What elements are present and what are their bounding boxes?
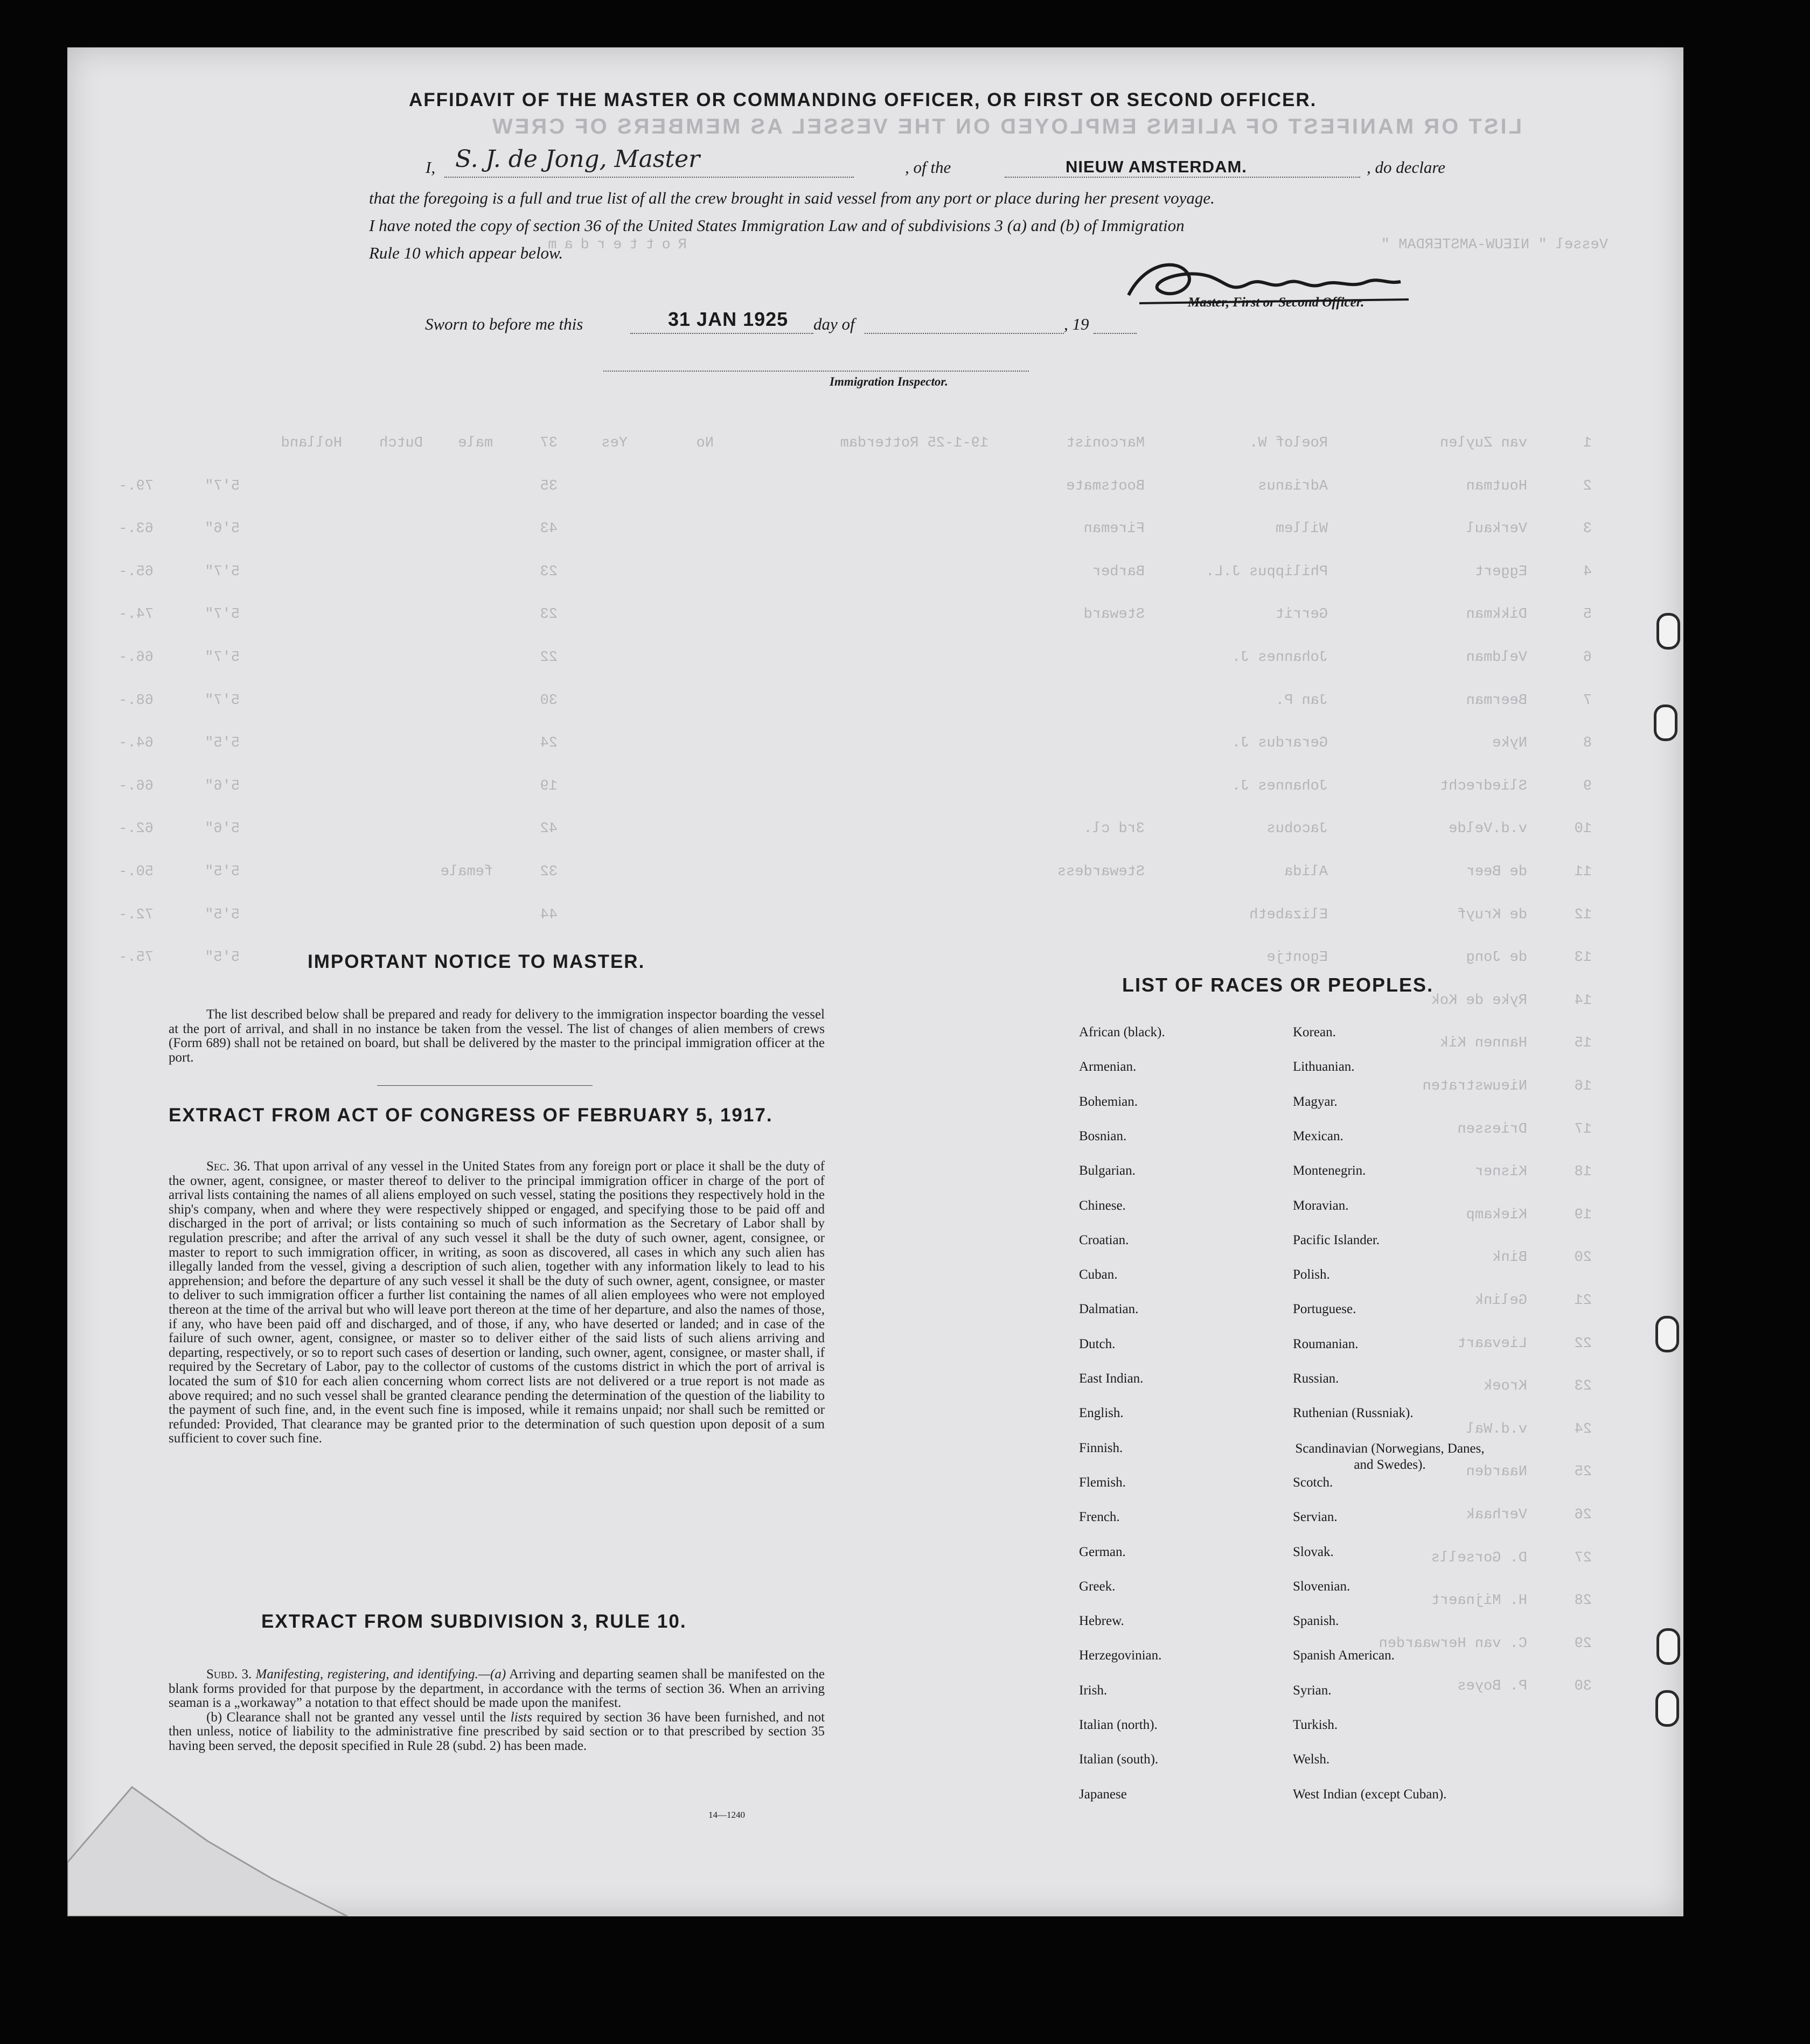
race-item: Scandinavian (Norwegians, Danes, and Swedes). xyxy=(1295,1441,1485,1472)
race-item: Syrian. xyxy=(1293,1683,1332,1698)
bleed-cell-no: 22 xyxy=(1574,1335,1592,1352)
affidavit-of-the: , of the xyxy=(905,158,951,177)
act-title: EXTRACT FROM ACT OF CONGRESS OF FEBRUARY 5, 1917. xyxy=(169,1105,773,1126)
bleed-crew-row xyxy=(67,907,1683,929)
bleed-cell-no: 24 xyxy=(1574,1421,1592,1438)
affidavit-title: AFFIDAVIT OF THE MASTER OR COMMANDING OFFICER, OR FIRST OR SECOND OFFICER. xyxy=(409,89,1317,110)
race-item: Korean. xyxy=(1293,1025,1336,1040)
bleed-cell-family: Veldman xyxy=(1466,650,1527,666)
bleed-cell-position: Barber xyxy=(1092,563,1145,580)
bleed-cell-family: Houtman xyxy=(1466,478,1527,494)
notice-text xyxy=(169,1008,825,1065)
bleed-cell-age: 43 xyxy=(540,521,558,538)
bleed-cell-no: 13 xyxy=(1574,950,1592,966)
bleed-cell-no: 21 xyxy=(1574,1293,1592,1309)
bleed-vessel-line: Vessel " NIEUW-AMSTERDAM " xyxy=(1381,237,1608,253)
bleed-cell-family: Nyke xyxy=(1492,735,1527,752)
race-item: Russian. xyxy=(1293,1371,1339,1386)
bleed-cell-family: Beerman xyxy=(1466,692,1527,709)
race-item: Ruthenian (Russniak). xyxy=(1293,1406,1414,1421)
bleed-cell-height: 5'5" xyxy=(205,906,240,923)
bleed-cell-age: 24 xyxy=(540,735,558,752)
bleed-cell-age: 30 xyxy=(540,692,558,709)
bleed-cell-given: Egontje xyxy=(1266,950,1328,966)
bleed-cell-height: 5'7" xyxy=(205,563,240,580)
declarant-underline xyxy=(444,177,854,178)
bleed-crew-row xyxy=(67,1507,1683,1529)
race-item: Spanish. xyxy=(1293,1614,1339,1629)
sworn-day-underline xyxy=(630,333,813,334)
races-title: LIST OF RACES OR PEOPLES. xyxy=(1122,974,1434,996)
bleed-cell-age: 37 xyxy=(540,435,558,451)
bleed-cell-family: Ryke de Kok xyxy=(1431,992,1527,1009)
bleed-cell-no: 2 xyxy=(1583,478,1592,494)
race-item: East Indian. xyxy=(1079,1371,1144,1386)
bleed-cell-family: Driessen xyxy=(1457,1121,1527,1138)
bleed-cell-family: P. Boyes xyxy=(1457,1678,1527,1695)
bleed-cell-weight: 72.- xyxy=(119,906,154,923)
bleed-cell-weight: 64.- xyxy=(119,735,154,752)
race-item: Magyar. xyxy=(1293,1094,1338,1109)
sworn-day-of: day of xyxy=(813,315,855,333)
bleed-cell-weight: 62.- xyxy=(119,821,154,838)
race-item: Mexican. xyxy=(1293,1128,1343,1143)
bleed-cell-age: 23 xyxy=(540,606,558,623)
bleed-cell-given: Gerrit xyxy=(1275,606,1328,623)
bleed-cell-height: 5'6" xyxy=(205,778,240,794)
affidavit-line2: that the foregoing is a full and true list of all the crew brought in said vessel from any port or place during her present voyage. xyxy=(369,189,1215,207)
bleed-cell-given: Gerardus J. xyxy=(1231,735,1328,752)
bleed-cell-no: 9 xyxy=(1583,778,1592,794)
race-item: Bohemian. xyxy=(1079,1094,1138,1109)
bleed-cell-weight: 75.- xyxy=(119,950,154,966)
inspector-label: Immigration Inspector. xyxy=(830,375,948,388)
rule-text-b-rest: required by section 36 have been furnished, and not then unless, notice of liability to the administrative fine prescribed by said section or to that prescribed by section 35 having been served, the deposit specified in Rule 28 (subd. 2) has been made. xyxy=(169,1710,825,1753)
race-item: Montenegrin. xyxy=(1293,1163,1366,1178)
bleed-crew-row xyxy=(67,435,1683,457)
bleed-cell-given: Johannes J. xyxy=(1231,650,1328,666)
bleed-cell-weight: 63.- xyxy=(119,521,154,538)
inspector-underline xyxy=(603,371,1029,372)
race-item: Italian (north). xyxy=(1079,1718,1158,1732)
bleed-crew-row xyxy=(67,521,1683,542)
bleed-cell-given: Philippus J.L. xyxy=(1206,563,1328,580)
race-item: Croatian. xyxy=(1079,1232,1129,1247)
bleed-cell-family: Lievaart xyxy=(1457,1335,1527,1352)
bleed-cell-height: 5'7" xyxy=(205,692,240,709)
sworn-date-stamp: 31 JAN 1925 xyxy=(668,308,789,330)
race-item: Turkish. xyxy=(1293,1718,1338,1732)
bleed-cell-family: H. Mijnaert xyxy=(1431,1593,1527,1609)
race-item: Japanese xyxy=(1079,1787,1127,1802)
sworn-year-underline xyxy=(1094,333,1137,334)
bleed-cell-weight: 65.- xyxy=(119,563,154,580)
bleed-cell-given: Jan P. xyxy=(1275,692,1328,709)
bleed-cell-height: 5'6" xyxy=(205,521,240,538)
bleed-cell-weight: 66.- xyxy=(119,650,154,666)
punch-hole xyxy=(1656,1628,1680,1665)
bleed-cell-engaged: 19-1-25 Rotterdam xyxy=(840,435,988,451)
bleed-cell-no: 7 xyxy=(1583,692,1592,709)
bleed-header-title: LIST OR MANIFEST OF ALIENS EMPLOYED ON THE VESSEL AS MEMBERS OF CREW xyxy=(490,115,1522,138)
race-item: Welsh. xyxy=(1293,1752,1330,1767)
punch-hole xyxy=(1655,1690,1679,1727)
act-sec-label: Sec. 36. xyxy=(206,1159,250,1174)
bleed-cell-family: Kroek xyxy=(1483,1378,1527,1395)
race-item: Hebrew. xyxy=(1079,1614,1124,1629)
bleed-cell-position: Fireman xyxy=(1083,521,1145,538)
bleed-cell-family: Dikkman xyxy=(1466,606,1527,623)
bleed-cell-no: 8 xyxy=(1583,735,1592,752)
bleed-cell-weight: 68.- xyxy=(119,692,154,709)
race-item: Dalmatian. xyxy=(1079,1302,1139,1317)
bleed-cell-no: 14 xyxy=(1574,992,1592,1009)
bleed-port: Rotterdam xyxy=(540,237,687,253)
bleed-cell-no: 12 xyxy=(1574,906,1592,923)
manifest-page xyxy=(67,47,1683,1916)
sworn-prefix: Sworn to before me this xyxy=(425,315,583,333)
race-item: Roumanian. xyxy=(1293,1336,1359,1351)
punch-hole xyxy=(1655,1316,1679,1352)
sworn-year: , 19 xyxy=(1064,315,1089,333)
bleed-cell-age: 32 xyxy=(540,864,558,880)
bleed-cell-family: Kiekamp xyxy=(1466,1206,1527,1223)
bleed-cell-no: 11 xyxy=(1574,864,1592,880)
bleed-cell-height: 5'5" xyxy=(205,864,240,880)
bleed-cell-weight: 66.- xyxy=(119,778,154,794)
bleed-cell-height: 5'7" xyxy=(205,606,240,623)
bleed-cell-position: Marconist xyxy=(1066,435,1145,451)
bleed-cell-family: Naarden xyxy=(1466,1464,1527,1481)
race-item: Dutch. xyxy=(1079,1336,1116,1351)
bleed-through-layer xyxy=(67,47,1683,1916)
bleed-cell-given: Johannes J. xyxy=(1231,778,1328,794)
bleed-cell-no: 17 xyxy=(1574,1121,1592,1138)
race-item: Italian (south). xyxy=(1079,1752,1159,1767)
bleed-cell-family: v.d.Velde xyxy=(1449,821,1527,838)
bleed-cell-family: Sliedrecht xyxy=(1439,778,1527,794)
race-item: West Indian (except Cuban). xyxy=(1293,1787,1447,1802)
bleed-cell-weight: 79.- xyxy=(119,478,154,494)
bleed-crew-row xyxy=(67,1636,1683,1657)
punch-hole xyxy=(1656,613,1680,650)
bleed-cell-no: 30 xyxy=(1574,1678,1592,1695)
race-item: Spanish American. xyxy=(1293,1648,1395,1663)
race-item: African (black). xyxy=(1079,1025,1165,1040)
bleed-cell-no: 16 xyxy=(1574,1078,1592,1094)
form-number: 14—1240 xyxy=(708,1810,745,1820)
bleed-crew-row xyxy=(67,650,1683,671)
bleed-cell-no: 26 xyxy=(1574,1507,1592,1523)
bleed-cell-age: 35 xyxy=(540,478,558,494)
race-item: Greek. xyxy=(1079,1579,1116,1594)
bleed-crew-row xyxy=(67,606,1683,628)
race-item: Flemish. xyxy=(1079,1475,1126,1490)
signature-label: Master, First or Second Officer. xyxy=(1188,295,1365,310)
rule-text-a: Arriving and departing seamen shall be manifested on the blank forms provided for that purpose by the department, in accordance with the terms of section 36. When an arriving seaman is a „workaway” a notation to that effect should be made upon the manifest. xyxy=(169,1667,825,1711)
bleed-crew-row xyxy=(67,1550,1683,1572)
bleed-cell-no: 18 xyxy=(1574,1164,1592,1181)
race-item: Herzegovinian. xyxy=(1079,1648,1162,1663)
bleed-cell-discharge: No xyxy=(696,435,714,451)
race-item: Portuguese. xyxy=(1293,1302,1356,1317)
torn-corner xyxy=(67,1744,444,1916)
bleed-cell-age: 42 xyxy=(540,821,558,838)
affidavit-do-declare: , do declare xyxy=(1367,158,1446,177)
race-item: Irish. xyxy=(1079,1683,1108,1698)
bleed-cell-family: van Zuylen xyxy=(1439,435,1527,451)
sworn-month-underline xyxy=(865,333,1064,334)
bleed-cell-weight: 50.- xyxy=(119,864,154,880)
bleed-cell-height: 5'5" xyxy=(205,950,240,966)
bleed-cell-position: 3rd cl. xyxy=(1083,821,1145,838)
bleed-cell-family: Eggert xyxy=(1474,563,1527,580)
bleed-cell-given: Adrianus xyxy=(1258,478,1328,494)
bleed-cell-no: 5 xyxy=(1583,606,1592,623)
bleed-cell-given: Jacobus xyxy=(1266,821,1328,838)
bleed-crew-row xyxy=(67,693,1683,714)
bleed-cell-age: 22 xyxy=(540,650,558,666)
bleed-cell-given: Roelof W. xyxy=(1249,435,1328,451)
bleed-cell-no: 27 xyxy=(1574,1550,1592,1566)
race-item: Servian. xyxy=(1293,1510,1338,1525)
bleed-cell-sex: female xyxy=(440,864,493,880)
bleed-cell-sex: male xyxy=(458,435,493,451)
rule-text-b-prefix: (b) Clearance shall not be granted any vessel until the xyxy=(206,1710,506,1725)
notice-divider xyxy=(377,1085,593,1086)
bleed-cell-family: C. van Herwaarden xyxy=(1379,1635,1527,1652)
rule-text xyxy=(169,1668,825,1754)
bleed-cell-no: 20 xyxy=(1574,1250,1592,1266)
bleed-cell-family: de Kruyf xyxy=(1457,906,1527,923)
bleed-crew-row xyxy=(67,821,1683,842)
bleed-cell-age: 19 xyxy=(540,778,558,794)
affidavit-line3: I have noted the copy of section 36 of the United States Immigration Law and of subdivisions 3 (a) and (b) of Immigration xyxy=(369,216,1185,235)
notice-body: The list described below shall be prepared and ready for delivery to the immigration inspector boarding the vessel at the port of arrival, and shall in no instance be taken from the vessel. The list of changes of alien members of crews (Form 689) shall not be retained on board, but shall be delivered by the master to the principal immigration officer at the port. xyxy=(169,1007,825,1065)
bleed-cell-height: 5'5" xyxy=(205,735,240,752)
bleed-crew-row xyxy=(67,478,1683,500)
declarant-handwritten: S. J. de Jong, Master xyxy=(455,145,700,173)
bleed-cell-height: 5'7" xyxy=(205,478,240,494)
bleed-cell-position: Stewardess xyxy=(1057,864,1145,880)
bleed-cell-family: Bink xyxy=(1492,1250,1527,1266)
race-item: Moravian. xyxy=(1293,1198,1349,1213)
bleed-cell-family: D. Gorsells xyxy=(1431,1550,1527,1566)
affidavit-i: I, xyxy=(426,158,436,177)
race-item: German. xyxy=(1079,1544,1126,1559)
race-item: Armenian. xyxy=(1079,1059,1137,1075)
affidavit-line4: Rule 10 which appear below. xyxy=(369,243,563,262)
race-item: Lithuanian. xyxy=(1293,1059,1355,1075)
bleed-cell-family: Kisner xyxy=(1474,1164,1527,1181)
vessel-underline xyxy=(1005,177,1360,178)
bleed-cell-family: de Beer xyxy=(1466,864,1527,880)
race-item: Bosnian. xyxy=(1079,1128,1127,1143)
bleed-crew-row xyxy=(67,564,1683,585)
rule-subd-heading: Manifesting, registering, and identifying.—(a) xyxy=(255,1667,506,1682)
bleed-cell-age: 23 xyxy=(540,563,558,580)
bleed-cell-family: Nieuwstraten xyxy=(1422,1078,1527,1094)
bleed-crew-row xyxy=(67,1078,1683,1100)
bleed-cell-no: 4 xyxy=(1583,563,1592,580)
bleed-cell-race: Dutch xyxy=(379,435,423,451)
bleed-cell-no: 15 xyxy=(1574,1035,1592,1052)
race-item: Slovenian. xyxy=(1293,1579,1350,1594)
race-item: Finnish. xyxy=(1079,1440,1123,1455)
bleed-cell-given: Willem xyxy=(1275,521,1328,538)
race-item: Chinese. xyxy=(1079,1198,1126,1213)
bleed-cell-family: v.d.Wal xyxy=(1466,1421,1527,1438)
bleed-crew-row xyxy=(67,864,1683,885)
bleed-cell-given: Elizabeth xyxy=(1249,906,1328,923)
bleed-cell-no: 3 xyxy=(1583,521,1592,538)
punch-hole xyxy=(1654,704,1677,741)
race-item: Scotch. xyxy=(1293,1475,1333,1490)
act-text xyxy=(169,1160,825,1446)
race-item: Cuban. xyxy=(1079,1267,1118,1282)
race-item: Pacific Islander. xyxy=(1293,1232,1380,1247)
bleed-crew-row xyxy=(67,735,1683,757)
notice-title: IMPORTANT NOTICE TO MASTER. xyxy=(308,951,645,972)
rule-text-b-lists: lists xyxy=(510,1710,532,1725)
bleed-cell-age: 44 xyxy=(540,906,558,923)
bleed-cell-given: Alida xyxy=(1284,864,1328,880)
bleed-cell-position: Steward xyxy=(1083,606,1145,623)
bleed-cell-able: Yes xyxy=(601,435,628,451)
race-item: French. xyxy=(1079,1510,1120,1525)
bleed-cell-family: de Jong xyxy=(1466,950,1527,966)
bleed-cell-nationality: Holland xyxy=(281,435,342,451)
bleed-cell-no: 10 xyxy=(1574,821,1592,838)
bleed-cell-family: Verhaak xyxy=(1466,1507,1527,1523)
race-item: Bulgarian. xyxy=(1079,1163,1136,1178)
bleed-cell-no: 25 xyxy=(1574,1464,1592,1481)
bleed-cell-height: 5'7" xyxy=(205,650,240,666)
act-body: That upon arrival of any vessel in the United States from any foreign port or place it shall be the duty of the owner, agent, consignee, or master thereof to deliver to the principal immigration officer in charge of the port of arrival lists containing the names of all aliens employed on such vessel, stating the positions they respectively hold in the ship's company, when and where they were respectively shipped or engaged, and specifying those to be paid off and discharged in the port of arrival; or lists containing so much of such information as the Secretary of Labor shall by regulation prescribe; and after the arrival of any such vessel it shall be the duty of such owner, agent, consignee, or master to report to such immigration officer, in writing, as soon as discovered, all cases in which any such alien has illegally landed from the vessel, giving a description of such alien, together with any information likely to lead to his apprehension; and before the departure of any such vessel it shall be the duty of such owner, agent, consignee, or master to deliver to such immigration officer a further list containing the names of all alien employees who were not employed thereon at the time of the arrival but who will leave port thereon at the time of her departure, and also the names of those, if any, who have been paid off and discharged, and of those, if any, who have deserted or landed; and in case of the failure of such owner, agent, consignee, or master so to deliver either of the said lists of such aliens arriving and departing, respectively, or so to report such cases of desertion or landing, such owner, agent, consignee, or master shall, if required by the Secretary of Labor, pay to the collector of customs of the customs district in which the port of arrival is located the sum of $10 for each alien concerning whom correct lists are not delivered or a true report is not made as above required; and no such vessel shall be granted clearance pending the determination of the question of the liability to the payment of such fine, and, in the event such fine is imposed, while it remains unpaid; nor shall such be remitted or refunded: Provided, That clearance may be granted prior to the determination of such question upon deposit of a sum sufficient to cover such fine. xyxy=(169,1159,825,1446)
bleed-cell-no: 1 xyxy=(1583,435,1592,451)
bleed-cell-height: 5'6" xyxy=(205,821,240,838)
race-item: Polish. xyxy=(1293,1267,1330,1282)
vessel-name-stamp: NIEUW AMSTERDAM. xyxy=(1066,157,1247,176)
bleed-cell-no: 19 xyxy=(1574,1206,1592,1223)
bleed-cell-no: 29 xyxy=(1574,1635,1592,1652)
race-item: Slovak. xyxy=(1293,1544,1334,1559)
bleed-cell-position: Bootsmate xyxy=(1066,478,1145,494)
bleed-cell-family: Gelink xyxy=(1474,1293,1527,1309)
bleed-cell-no: 28 xyxy=(1574,1593,1592,1609)
bleed-cell-family: Hannen Kik xyxy=(1439,1035,1527,1052)
bleed-cell-no: 23 xyxy=(1574,1378,1592,1395)
race-item: English. xyxy=(1079,1406,1124,1421)
bleed-crew-row xyxy=(67,778,1683,800)
rule-subd-label: Subd. 3. xyxy=(206,1667,252,1682)
bleed-cell-weight: 74.- xyxy=(119,606,154,623)
bleed-cell-no: 6 xyxy=(1583,650,1592,666)
rule-title: EXTRACT FROM SUBDIVISION 3, RULE 10. xyxy=(261,1611,687,1632)
bleed-cell-family: Verkaul xyxy=(1466,521,1527,538)
